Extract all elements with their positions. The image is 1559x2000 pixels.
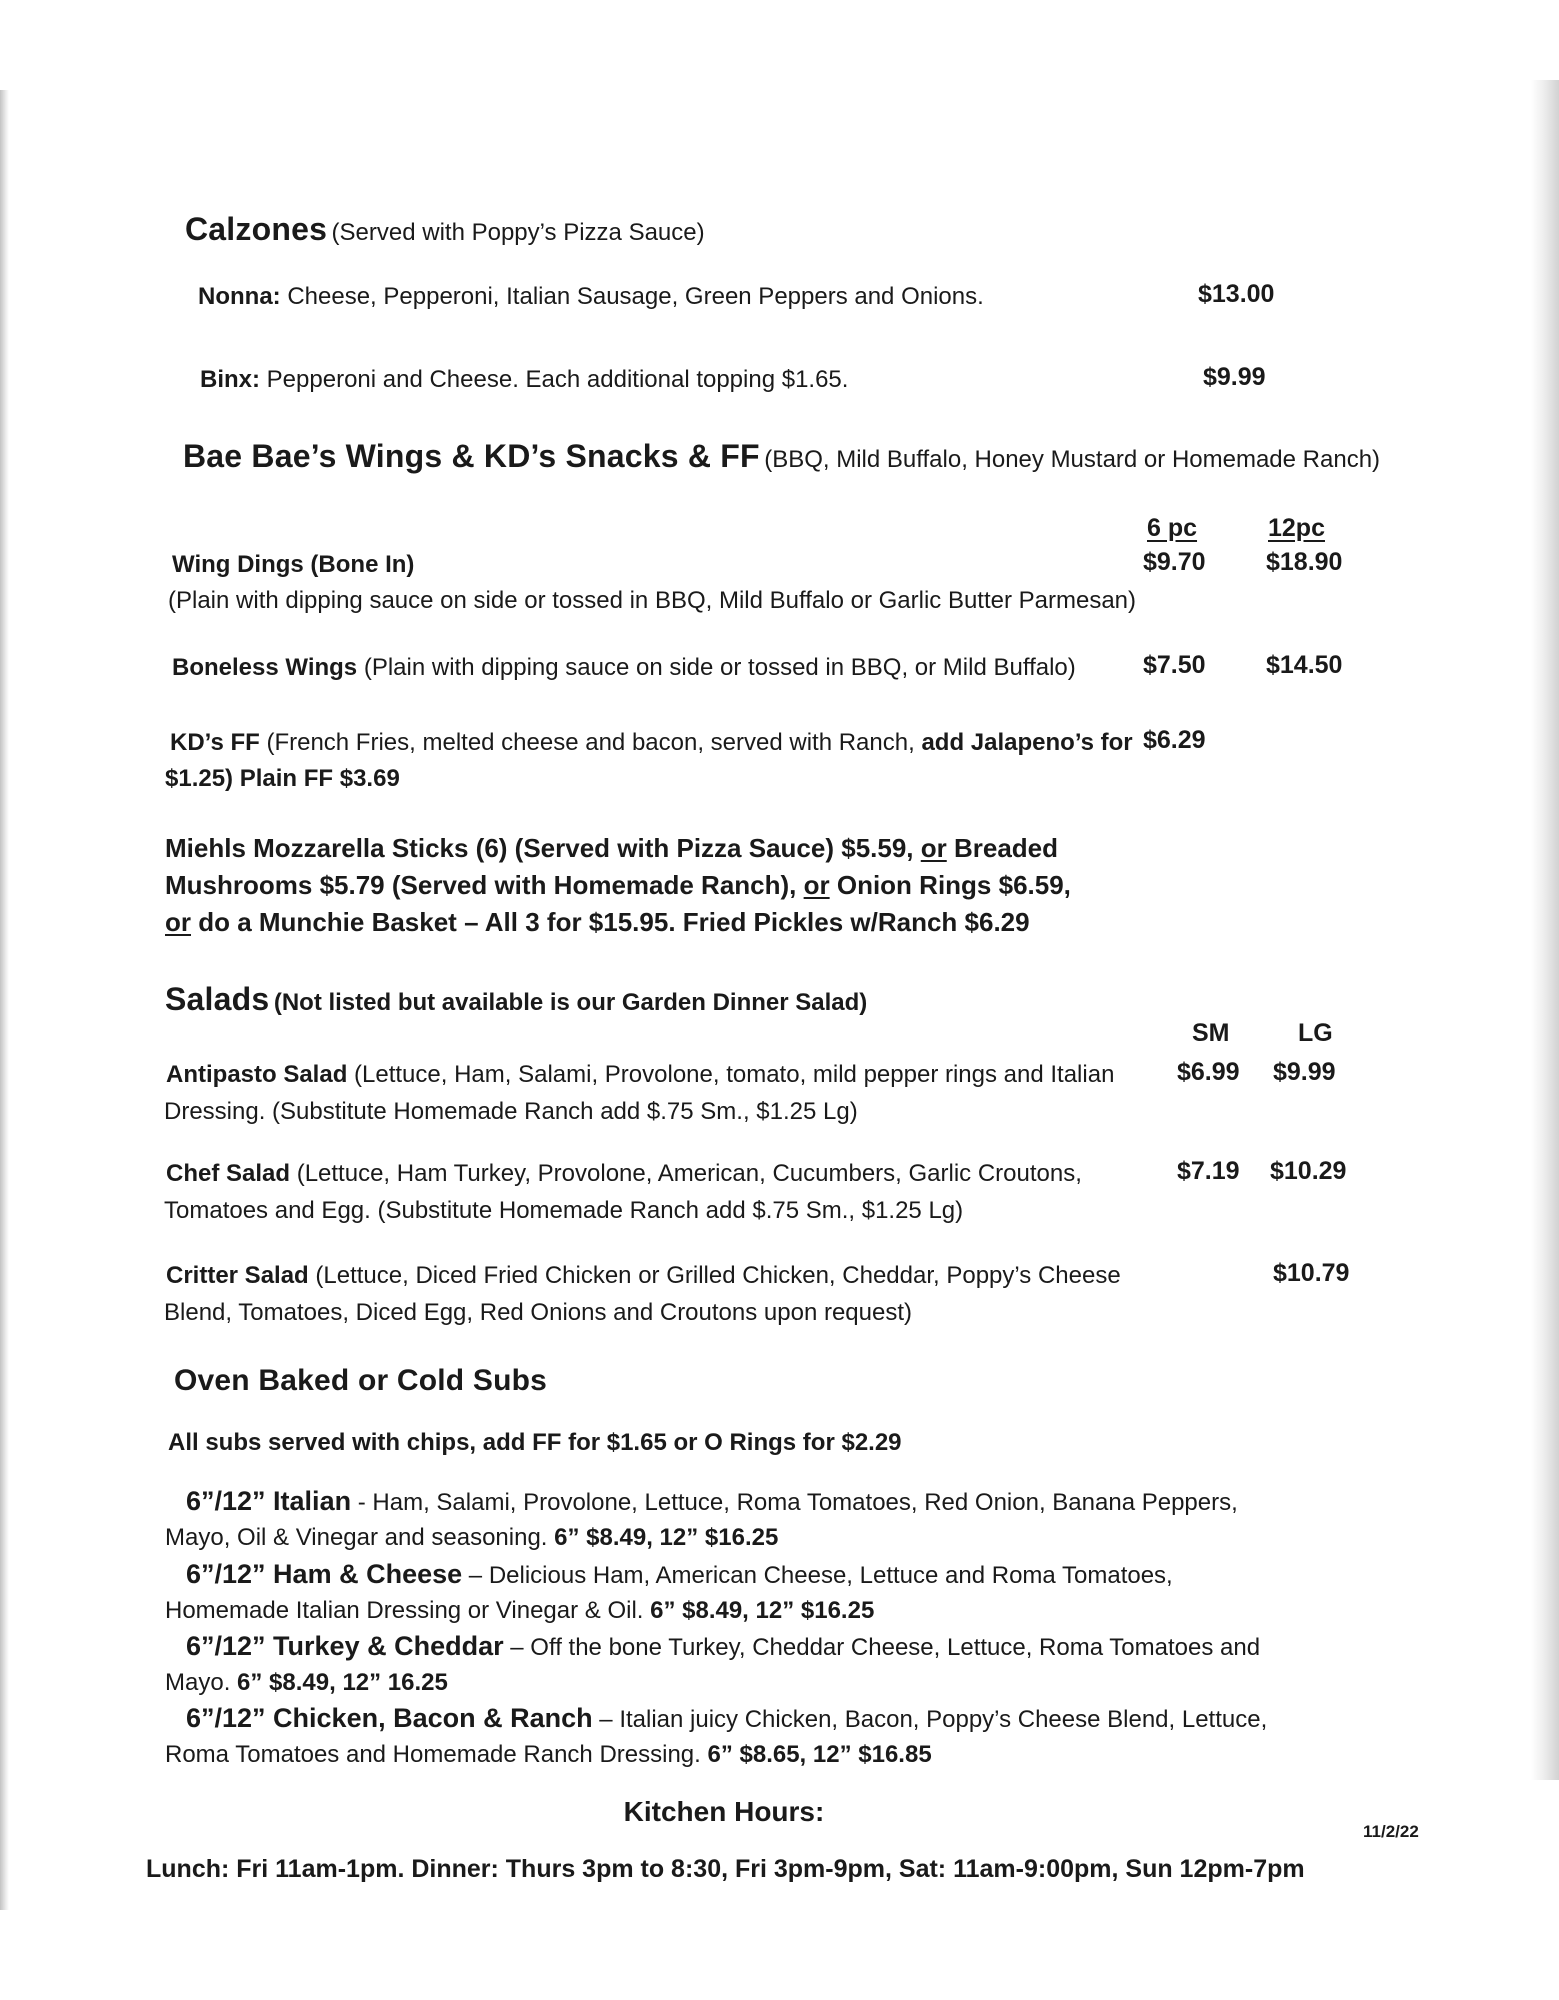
text-segment: (Lettuce, Diced Fried Chicken or Grilled Chicken, Cheddar, Poppy’s Cheese (315, 1262, 1121, 1289)
text-segment: Mayo, Oil & Vinegar and seasoning. (165, 1524, 555, 1551)
sub-italian-line2 (165, 1520, 778, 1557)
text-segment: KD’s FF (170, 729, 267, 756)
kds-ff-line2 (165, 760, 400, 797)
sub-ham-cheese-line1 (186, 1556, 1173, 1595)
price-chef-sm: $7.19 (1177, 1157, 1240, 1185)
scan-edge-left (0, 90, 9, 1910)
text-segment: $1.25) Plain FF $3.69 (165, 765, 400, 792)
col-header-6pc: 6 pc (1147, 514, 1198, 542)
text-segment: Binx: (200, 366, 267, 393)
price-kds-ff: $6.29 (1143, 726, 1206, 754)
text-segment: 6” $8.49, 12” 16.25 (237, 1669, 448, 1696)
text-segment: Tomatoes and Egg. (Substitute Homemade Ranch add $.75 Sm., $1.25 Lg) (164, 1197, 964, 1224)
price-antipasto-lg: $9.99 (1273, 1058, 1336, 1086)
text-segment: 6”/12” Ham & Cheese (186, 1559, 463, 1589)
text-segment: add Jalapeno’s for (921, 729, 1133, 756)
price-wing-dings-6pc: $9.70 (1143, 548, 1206, 576)
sub-italian-line1 (186, 1483, 1238, 1522)
price-boneless-12pc: $14.50 (1266, 651, 1343, 679)
wings-note: (BBQ, Mild Buffalo, Honey Mustard or Homemade Ranch) (764, 446, 1381, 473)
salads-title: Salads (165, 981, 270, 1017)
wing-dings-description (168, 582, 1136, 619)
text-segment: – (503, 1634, 531, 1661)
sub-ham-cheese-line2 (165, 1593, 874, 1630)
combo-line-2 (165, 867, 1071, 904)
price-chef-lg: $10.29 (1270, 1157, 1347, 1185)
menu-item-boneless-wings (172, 649, 1076, 686)
text-segment: Cheese, Pepperoni, Italian Sausage, Green Peppers and Onions. (287, 283, 984, 310)
col-header-12pc: 12pc (1268, 514, 1325, 542)
text-segment: 6” $8.49, 12” $16.25 (650, 1597, 875, 1624)
col-header-sm: SM (1192, 1019, 1230, 1047)
text-segment: or (803, 870, 830, 900)
text-segment: - (351, 1489, 373, 1516)
wings-header (183, 438, 1380, 475)
text-segment: Miehls Mozzarella Sticks (6) (165, 833, 515, 863)
menu-item-wing-dings (172, 546, 414, 583)
text-segment: Italian juicy Chicken, Bacon, Poppy’s Cheese Blend, Lettuce, (619, 1706, 1268, 1733)
price-wing-dings-12pc: $18.90 (1266, 548, 1343, 576)
salads-header (165, 981, 867, 1018)
text-segment: Homemade Italian Dressing or Vinegar & Oil. (165, 1597, 651, 1624)
text-segment: do a Munchie Basket – All 3 for $15.95. Fried Pickles w/Ranch $6.29 (191, 907, 1030, 937)
text-segment: Critter Salad (166, 1262, 316, 1289)
text-segment: Breaded (946, 833, 1059, 863)
menu-item-kds-ff (170, 724, 1133, 761)
sub-turkey-cheddar-line1 (186, 1628, 1260, 1667)
text-segment: , (789, 870, 804, 900)
menu-item-antipasto-line2 (164, 1093, 858, 1130)
text-segment: – (592, 1706, 620, 1733)
text-segment: Antipasto Salad (166, 1061, 355, 1088)
kitchen-hours-title: Kitchen Hours: (623, 1796, 825, 1827)
menu-item-antipasto-line1 (166, 1056, 1114, 1093)
sub-chicken-bacon-ranch-line1 (186, 1700, 1267, 1739)
text-segment: 6”/12” Italian (186, 1486, 352, 1516)
text-segment: Ham, Salami, Provolone, Lettuce, Roma Tomatoes, Red Onion, Banana Peppers, (372, 1489, 1238, 1516)
menu-item-chef-line1 (166, 1155, 1082, 1192)
col-header-lg: LG (1298, 1019, 1333, 1047)
text-segment: Off the bone Turkey, Cheddar Cheese, Lettuce, Roma Tomatoes and (530, 1634, 1261, 1661)
text-segment: Nonna: (198, 283, 288, 310)
text-segment: Delicious Ham, American Cheese, Lettuce and Roma Tomatoes, (488, 1562, 1173, 1589)
price-critter-lg: $10.79 (1273, 1259, 1350, 1287)
subs-title: Oven Baked or Cold Subs (174, 1364, 548, 1397)
text-segment: (Served with Homemade Ranch) (391, 870, 790, 900)
combo-line-3 (165, 904, 1030, 941)
wings-title: Bae Bae’s Wings & KD’s Snacks & FF (183, 438, 760, 474)
menu-item-critter-line2 (164, 1294, 912, 1331)
kitchen-hours-text: Lunch: Fri 11am-1pm. Dinner: Thurs 3pm to 8:30, Fri 3pm-9pm, Sat: 11am-9:00pm, Sun 12pm-7pm (146, 1855, 1305, 1883)
text-segment: Roma Tomatoes and Homemade Ranch Dressing. (165, 1741, 708, 1768)
text-segment: (Plain with dipping sauce on side or tossed in BBQ, or Mild Buffalo) (363, 654, 1076, 681)
text-segment: Wing Dings (Bone In) (172, 551, 415, 578)
price-antipasto-sm: $6.99 (1177, 1058, 1240, 1086)
calzones-header (185, 211, 705, 248)
text-segment: Boneless Wings (172, 654, 364, 681)
subs-note: All subs served with chips, add FF for $1.65 or O Rings for $2.29 (168, 1429, 902, 1456)
salads-note: (Not listed but available is our Garden Dinner Salad) (273, 989, 868, 1016)
calzones-title: Calzones (185, 211, 328, 247)
sub-chicken-bacon-ranch-line2 (165, 1737, 932, 1774)
text-segment: Mushrooms $5.79 (165, 870, 392, 900)
menu-item-critter-line1 (166, 1257, 1121, 1294)
menu-item-chef-line2 (164, 1192, 963, 1229)
text-segment: or (165, 907, 191, 937)
text-segment: (Lettuce, Ham, Salami, Provolone, tomato, mild pepper rings and Italian (354, 1061, 1115, 1088)
text-segment: Pepperoni and Cheese. Each additional topping $1.65. (266, 366, 849, 393)
menu-item-binx (200, 361, 848, 398)
text-segment: or (920, 833, 947, 863)
scan-edge-right (1531, 80, 1559, 1780)
text-segment: 6”/12” Turkey & Cheddar (186, 1631, 504, 1661)
text-segment: (French Fries, melted cheese and bacon, served with Ranch, (266, 729, 922, 756)
text-segment: Onion Rings $6.59, (829, 870, 1071, 900)
sub-turkey-cheddar-line2 (165, 1665, 448, 1702)
combo-line-1 (165, 830, 1058, 867)
text-segment: Mayo. (165, 1669, 238, 1696)
text-segment: $5.59, (841, 833, 921, 863)
text-segment: (Lettuce, Ham Turkey, Provolone, American, Cucumbers, Garlic Croutons, (296, 1160, 1082, 1187)
text-segment: 6” $8.65, 12” $16.85 (707, 1741, 932, 1768)
text-segment: Chef Salad (166, 1160, 297, 1187)
text-segment: Dressing. (Substitute Homemade Ranch add $.75 Sm., $1.25 Lg) (164, 1098, 858, 1125)
text-segment: – (462, 1562, 489, 1589)
text-segment: 6”/12” Chicken, Bacon & Ranch (186, 1703, 593, 1733)
text-segment: (Plain with dipping sauce on side or tossed in BBQ, Mild Buffalo or Garlic Butter Parmesan) (168, 587, 1137, 614)
menu-date: 11/2/22 (1363, 1822, 1419, 1841)
text-segment: (Served with Pizza Sauce) (514, 833, 842, 863)
menu-item-nonna (198, 278, 984, 315)
text-segment: 6” $8.49, 12” $16.25 (554, 1524, 779, 1551)
price-boneless-6pc: $7.50 (1143, 651, 1206, 679)
text-segment: Blend, Tomatoes, Diced Egg, Red Onions and Croutons upon request) (164, 1299, 913, 1326)
price-nonna: $13.00 (1198, 280, 1275, 308)
price-binx: $9.99 (1203, 363, 1266, 391)
calzones-note: (Served with Poppy’s Pizza Sauce) (331, 219, 705, 246)
